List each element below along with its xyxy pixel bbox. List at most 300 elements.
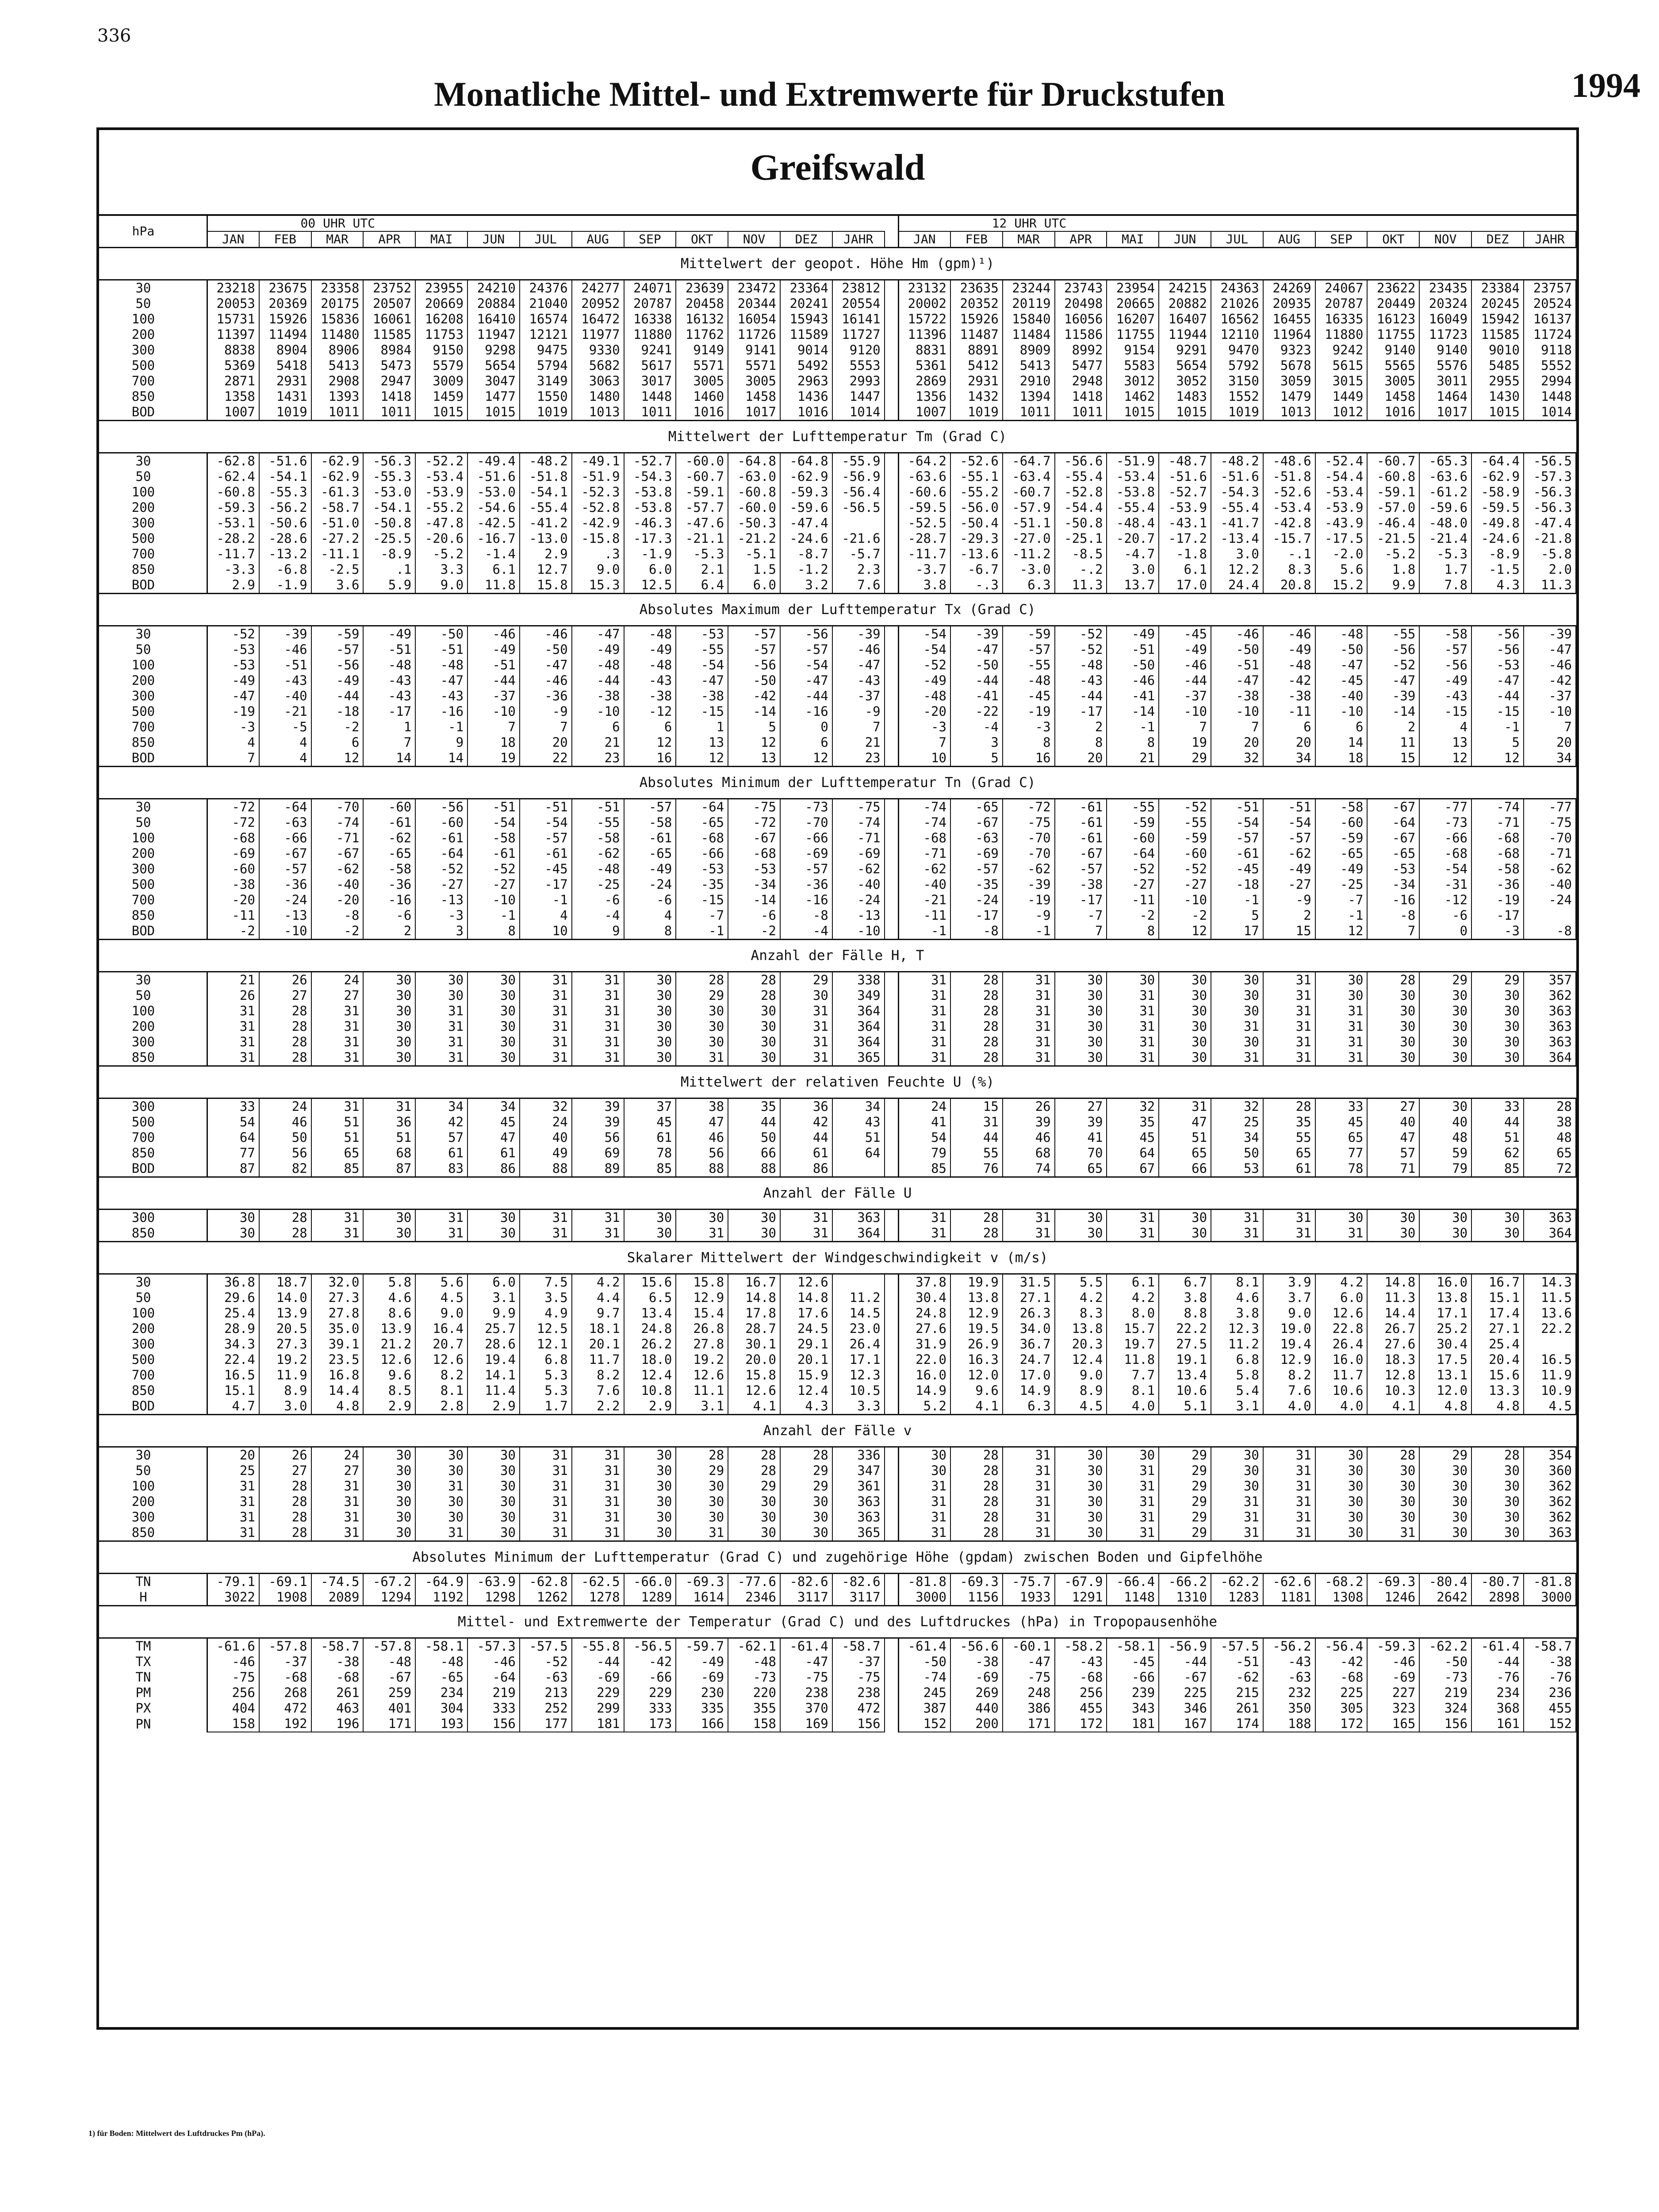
data-cell: 31 <box>898 1479 950 1494</box>
data-cell: 14 <box>1315 735 1368 750</box>
block-gap <box>885 1161 899 1177</box>
data-cell: 165 <box>1367 1716 1419 1732</box>
data-cell: 25 <box>1211 1114 1263 1130</box>
data-cell: 30 <box>728 1034 780 1050</box>
data-cell: -36 <box>363 877 415 892</box>
row-spacer <box>188 296 207 311</box>
data-cell: 1552 <box>1211 389 1263 404</box>
data-cell: 9.6 <box>950 1383 1003 1398</box>
data-cell: 31 <box>1003 1034 1055 1050</box>
data-cell: 19.9 <box>950 1274 1003 1290</box>
data-cell: 31 <box>572 1050 624 1066</box>
data-cell: 82 <box>259 1161 311 1177</box>
data-cell: 30 <box>1367 1463 1419 1479</box>
data-cell: 50 <box>259 1130 311 1145</box>
data-cell: 30 <box>1159 1225 1211 1242</box>
data-cell: -19 <box>1003 892 1055 908</box>
data-cell: -54.1 <box>259 469 311 484</box>
data-cell: -9 <box>832 704 885 719</box>
data-cell: -52 <box>1055 626 1107 642</box>
data-cell: 30 <box>363 1479 415 1494</box>
data-cell: 30 <box>467 1525 520 1541</box>
data-row <box>99 1034 1576 1050</box>
data-cell: -17.5 <box>1315 531 1368 546</box>
data-cell: -37 <box>832 688 885 704</box>
data-cell: 24215 <box>1159 280 1211 296</box>
level-label: BOD <box>131 1398 155 1413</box>
data-cell: -11 <box>1263 704 1315 719</box>
data-cell: 1449 <box>1315 389 1368 404</box>
data-cell: 20787 <box>1315 296 1368 311</box>
data-cell: -49 <box>1263 642 1315 657</box>
data-cell: 25.4 <box>207 1306 259 1321</box>
data-cell: 31 <box>1107 988 1159 1003</box>
level-label: 30 <box>135 799 151 814</box>
data-cell: 77 <box>1315 1145 1368 1161</box>
data-cell: 1012 <box>1315 404 1368 421</box>
level-label: TN <box>135 1574 151 1589</box>
level-label: 30 <box>135 972 151 987</box>
data-cell: 19 <box>467 750 520 767</box>
data-cell: -5.8 <box>1524 546 1576 562</box>
data-cell: 364 <box>832 1019 885 1034</box>
data-cell: 30 <box>415 988 467 1003</box>
block-gap <box>885 296 899 311</box>
data-cell: -43 <box>1055 1654 1107 1670</box>
data-cell: 1013 <box>1263 404 1315 421</box>
data-cell: 347 <box>832 1463 885 1479</box>
data-cell: 28 <box>950 1509 1003 1525</box>
level-label: 700 <box>131 719 155 734</box>
data-cell: -67.2 <box>363 1574 415 1590</box>
data-cell: 44 <box>780 1130 832 1145</box>
month-header: OKT <box>676 231 728 248</box>
data-cell: -49 <box>898 673 950 688</box>
data-cell: 2.8 <box>415 1398 467 1415</box>
data-cell: 17.1 <box>1419 1306 1471 1321</box>
data-cell: -75 <box>1003 815 1055 830</box>
data-cell: 8891 <box>950 342 1003 358</box>
data-cell: 16049 <box>1419 311 1471 327</box>
data-cell: 10.9 <box>1524 1383 1576 1398</box>
data-cell: 31 <box>415 1034 467 1050</box>
data-cell: 24 <box>259 1098 311 1115</box>
data-cell: 11484 <box>1003 327 1055 342</box>
data-cell: 3011 <box>1419 373 1471 389</box>
data-cell: -54 <box>780 657 832 673</box>
data-cell: -48 <box>1055 657 1107 673</box>
data-cell: -60.7 <box>1003 484 1055 500</box>
data-cell: 31 <box>572 1210 624 1226</box>
data-cell: -66 <box>259 830 311 846</box>
header-gap <box>885 216 899 231</box>
data-cell: 61 <box>467 1145 520 1161</box>
data-cell: 30 <box>1367 1019 1419 1034</box>
data-cell: -61 <box>520 846 572 861</box>
data-cell: 30 <box>1055 972 1107 988</box>
data-cell: 42 <box>415 1114 467 1130</box>
data-cell: 0 <box>1419 923 1471 940</box>
data-cell: -42.9 <box>572 515 624 531</box>
data-cell: 30 <box>1471 1463 1524 1479</box>
data-cell: -55.2 <box>415 500 467 515</box>
data-cell: 4.3 <box>1471 577 1524 594</box>
data-cell: 1448 <box>624 389 676 404</box>
data-cell: -8.7 <box>780 546 832 562</box>
block-gap <box>885 1590 899 1606</box>
data-cell: -27.2 <box>311 531 364 546</box>
data-cell: -55.4 <box>1211 500 1263 515</box>
data-cell: 31 <box>780 1225 832 1242</box>
level-label: 500 <box>131 1114 155 1129</box>
data-cell: 225 <box>1159 1685 1211 1701</box>
row-spacer <box>188 453 207 469</box>
data-cell: -58 <box>363 861 415 877</box>
data-cell: 33 <box>1315 1098 1368 1115</box>
data-cell: -5.2 <box>415 546 467 562</box>
data-cell: -21.6 <box>832 531 885 546</box>
data-cell: 31 <box>311 1034 364 1050</box>
month-header: JUN <box>467 231 520 248</box>
data-cell: 23358 <box>311 280 364 296</box>
data-row <box>99 577 1576 594</box>
data-cell: 45 <box>467 1114 520 1130</box>
data-cell: 9014 <box>780 342 832 358</box>
data-cell: 30 <box>1419 1525 1471 1541</box>
data-cell: 227 <box>1367 1685 1419 1701</box>
data-cell: 30 <box>1055 1034 1107 1050</box>
data-cell: -37 <box>467 688 520 704</box>
data-cell: 28.7 <box>728 1321 780 1336</box>
data-cell: 42 <box>780 1114 832 1130</box>
section-title: Anzahl der Fälle H, T <box>99 940 1576 972</box>
block-gap <box>885 892 899 908</box>
data-cell: 27 <box>259 988 311 1003</box>
data-cell: 13.6 <box>1524 1306 1576 1321</box>
data-row <box>99 750 1576 767</box>
data-cell: 37 <box>624 1098 676 1115</box>
data-cell: 65 <box>1524 1145 1576 1161</box>
data-cell: 16574 <box>520 311 572 327</box>
data-cell: 1550 <box>520 389 572 404</box>
level-label: 100 <box>131 1003 155 1018</box>
data-cell: 36 <box>363 1114 415 1130</box>
data-cell: -52.4 <box>1315 453 1368 469</box>
data-cell: 1477 <box>467 389 520 404</box>
data-cell: 18 <box>467 735 520 750</box>
level-label: 850 <box>131 735 155 750</box>
data-cell: 11396 <box>898 327 950 342</box>
data-cell: 10.6 <box>1315 1383 1368 1398</box>
data-cell: -18 <box>1211 877 1263 892</box>
data-cell: -52 <box>1159 861 1211 877</box>
data-cell: -37 <box>1159 688 1211 704</box>
data-cell: 10.5 <box>832 1383 885 1398</box>
data-cell: 2 <box>1367 719 1419 735</box>
row-spacer <box>188 1638 207 1655</box>
data-cell: 14.4 <box>311 1383 364 1398</box>
data-cell: -37 <box>1524 688 1576 704</box>
data-cell: -42 <box>728 688 780 704</box>
data-cell: -51.6 <box>1159 469 1211 484</box>
data-cell: 31 <box>572 1019 624 1034</box>
data-cell: 5477 <box>1055 358 1107 373</box>
data-cell: 10 <box>898 750 950 767</box>
data-cell: -47 <box>1471 673 1524 688</box>
row-spacer <box>188 1019 207 1034</box>
data-cell: 27.3 <box>259 1336 311 1352</box>
data-row <box>99 1290 1576 1306</box>
data-cell: 1908 <box>259 1590 311 1606</box>
data-cell: 70 <box>1055 1145 1107 1161</box>
data-cell: -4 <box>950 719 1003 735</box>
data-cell: -44 <box>1471 1654 1524 1670</box>
data-cell: 9241 <box>624 342 676 358</box>
data-cell: 31 <box>898 1034 950 1050</box>
level-label: 700 <box>131 373 155 388</box>
data-cell: -52 <box>1107 861 1159 877</box>
data-cell: 20.5 <box>259 1321 311 1336</box>
data-cell: 30 <box>467 1225 520 1242</box>
data-cell: 28 <box>259 1003 311 1019</box>
data-cell: 7.5 <box>520 1274 572 1290</box>
data-cell: 4 <box>520 908 572 923</box>
data-cell: 31 <box>1107 1225 1159 1242</box>
data-cell: -59.1 <box>676 484 728 500</box>
block-gap <box>885 735 899 750</box>
data-cell: -80.4 <box>1419 1574 1471 1590</box>
data-row <box>99 296 1576 311</box>
data-cell: 12.6 <box>363 1352 415 1367</box>
data-cell: -55.8 <box>572 1638 624 1655</box>
data-cell: 30 <box>624 1509 676 1525</box>
data-cell: 6.1 <box>1107 1274 1159 1290</box>
level-label: 100 <box>131 311 155 326</box>
section-title: Anzahl der Fälle v <box>99 1415 1576 1447</box>
data-cell: 11487 <box>950 327 1003 342</box>
level-label: 100 <box>131 657 155 672</box>
data-cell: 31 <box>1211 1225 1263 1242</box>
data-cell: 5.9 <box>363 577 415 594</box>
data-cell: -47 <box>572 626 624 642</box>
data-cell: 36 <box>780 1098 832 1115</box>
data-cell: 3.1 <box>467 1290 520 1306</box>
data-cell: 29.6 <box>207 1290 259 1306</box>
data-cell: 20 <box>1211 735 1263 750</box>
utc-12-label: 12 UHR UTC <box>898 216 1576 231</box>
data-cell: 1479 <box>1263 389 1315 404</box>
data-cell: 354 <box>1524 1447 1576 1463</box>
data-cell: 3000 <box>898 1590 950 1606</box>
section-title-row <box>99 421 1576 453</box>
data-cell: 3059 <box>1263 373 1315 389</box>
data-cell: 20787 <box>624 296 676 311</box>
data-cell: -52.6 <box>1263 484 1315 500</box>
data-cell: 13 <box>728 750 780 767</box>
level-label: BOD <box>131 1161 155 1176</box>
data-cell: -6 <box>728 908 780 923</box>
data-cell: -3 <box>415 908 467 923</box>
data-cell: 15.2 <box>1315 577 1368 594</box>
data-cell: 31 <box>898 1003 950 1019</box>
data-cell: -70 <box>1003 846 1055 861</box>
data-cell: -75 <box>207 1670 259 1685</box>
data-cell: 26 <box>207 988 259 1003</box>
data-cell: -71 <box>832 830 885 846</box>
data-cell: -57 <box>950 861 1003 877</box>
data-cell: -74 <box>1471 799 1524 815</box>
data-cell: 22.4 <box>207 1352 259 1367</box>
data-cell: 1016 <box>780 404 832 421</box>
data-cell: 29 <box>1159 750 1211 767</box>
data-cell: -72 <box>207 815 259 830</box>
data-cell: 31 <box>1107 1509 1159 1525</box>
data-cell: -52 <box>1159 799 1211 815</box>
data-cell: 28 <box>259 1509 311 1525</box>
data-cell: 4 <box>259 735 311 750</box>
data-cell: 11.3 <box>1367 1290 1419 1306</box>
data-cell: 86 <box>780 1161 832 1177</box>
data-cell: 35 <box>728 1098 780 1115</box>
data-cell: -45 <box>1211 861 1263 877</box>
data-cell: -53 <box>1471 657 1524 673</box>
data-cell: -48 <box>1315 626 1368 642</box>
data-cell: 28 <box>676 972 728 988</box>
data-cell: -28.6 <box>259 531 311 546</box>
data-cell: 49 <box>520 1145 572 1161</box>
data-cell: 6 <box>780 735 832 750</box>
data-cell: 13.7 <box>1107 577 1159 594</box>
block-gap <box>885 1398 899 1415</box>
data-cell: 362 <box>1524 988 1576 1003</box>
block-gap <box>885 830 899 846</box>
data-cell: 11723 <box>1419 327 1471 342</box>
utc-00-label: 00 UHR UTC <box>207 216 885 231</box>
data-cell: -44 <box>467 673 520 688</box>
data-cell: -48.7 <box>1159 453 1211 469</box>
data-cell: -60 <box>1159 846 1211 861</box>
data-cell: -49 <box>624 642 676 657</box>
data-cell: 1007 <box>207 404 259 421</box>
data-cell: 3017 <box>624 373 676 389</box>
data-cell: 15942 <box>1471 311 1524 327</box>
block-gap <box>885 1336 899 1352</box>
data-cell: -44 <box>1159 673 1211 688</box>
data-cell: -2 <box>728 923 780 940</box>
data-cell: 29 <box>1419 1447 1471 1463</box>
data-cell: 364 <box>832 1225 885 1242</box>
block-gap <box>885 1447 899 1463</box>
level-label: 700 <box>131 892 155 907</box>
row-spacer <box>188 704 207 719</box>
data-cell: 9141 <box>728 342 780 358</box>
data-cell: 31 <box>1263 1447 1315 1463</box>
data-cell: 31 <box>572 1494 624 1509</box>
data-cell: 16.7 <box>1471 1274 1524 1290</box>
data-cell: -45 <box>1003 688 1055 704</box>
data-cell: 7 <box>467 719 520 735</box>
data-cell: -54.1 <box>520 484 572 500</box>
data-cell: 30 <box>1367 1479 1419 1494</box>
data-cell: 5418 <box>259 358 311 373</box>
data-cell: -47.6 <box>676 515 728 531</box>
data-row <box>99 1367 1576 1383</box>
data-cell: 31 <box>415 1479 467 1494</box>
row-spacer <box>188 1670 207 1685</box>
data-cell: 355 <box>728 1701 780 1716</box>
data-cell: -5.3 <box>676 546 728 562</box>
data-cell: 30 <box>780 988 832 1003</box>
data-cell: 31 <box>898 1494 950 1509</box>
data-cell: 2931 <box>950 373 1003 389</box>
data-cell: -4 <box>572 908 624 923</box>
data-cell: -60.1 <box>1003 1638 1055 1655</box>
data-cell: -11 <box>1107 892 1159 908</box>
data-cell: 8.3 <box>1055 1306 1107 1321</box>
data-cell: 20352 <box>950 296 1003 311</box>
block-gap <box>885 750 899 767</box>
data-cell: 12.0 <box>950 1367 1003 1383</box>
data-cell: 6.1 <box>467 562 520 577</box>
data-cell: 30 <box>1471 1509 1524 1525</box>
data-cell: 1278 <box>572 1590 624 1606</box>
data-cell: 220 <box>728 1685 780 1701</box>
data-cell: -53 <box>1367 861 1419 877</box>
data-cell: 30 <box>1211 1003 1263 1019</box>
data-cell: 31 <box>1003 1225 1055 1242</box>
month-header: APR <box>1055 231 1107 248</box>
data-cell: 4.0 <box>1263 1398 1315 1415</box>
data-cell: -57.7 <box>676 500 728 515</box>
data-cell: 28 <box>728 1463 780 1479</box>
data-cell: 12.2 <box>1211 562 1263 577</box>
data-cell: 34 <box>1524 750 1576 767</box>
data-cell: -49 <box>1315 861 1368 877</box>
data-cell: 12.4 <box>1055 1352 1107 1367</box>
data-cell: 8.2 <box>572 1367 624 1383</box>
data-cell: 30 <box>363 1225 415 1242</box>
data-cell: -36 <box>520 688 572 704</box>
data-cell: -69 <box>207 846 259 861</box>
data-cell: 20 <box>1263 735 1315 750</box>
data-cell: 19.5 <box>950 1321 1003 1336</box>
data-cell: 343 <box>1107 1701 1159 1716</box>
block-gap <box>885 846 899 861</box>
data-cell: 16208 <box>415 311 467 327</box>
data-cell: 8.5 <box>363 1383 415 1398</box>
data-cell: 1016 <box>1367 404 1419 421</box>
data-cell: 30 <box>1471 1003 1524 1019</box>
data-cell: 3.3 <box>415 562 467 577</box>
data-cell: 27 <box>1367 1098 1419 1115</box>
data-cell: -13 <box>415 892 467 908</box>
data-cell: 2.9 <box>363 1398 415 1415</box>
data-cell: 31 <box>311 1509 364 1525</box>
data-cell: -47 <box>676 673 728 688</box>
data-cell: -64 <box>259 799 311 815</box>
data-cell: 30 <box>1471 1494 1524 1509</box>
section-title: Mittel- und Extremwerte der Temperatur (Grad C) und des Luftdruckes (hPa) in Tropopausenhöhe <box>99 1606 1576 1638</box>
data-cell: 30 <box>1419 1050 1471 1066</box>
level-label: 50 <box>135 1463 151 1478</box>
data-cell: -48.2 <box>1211 453 1263 469</box>
data-cell: 1418 <box>1055 389 1107 404</box>
data-cell: -39 <box>950 626 1003 642</box>
data-cell: 256 <box>1055 1685 1107 1701</box>
data-cell: 16132 <box>676 311 728 327</box>
data-cell: -2 <box>1107 908 1159 923</box>
data-cell: 24 <box>311 1447 364 1463</box>
